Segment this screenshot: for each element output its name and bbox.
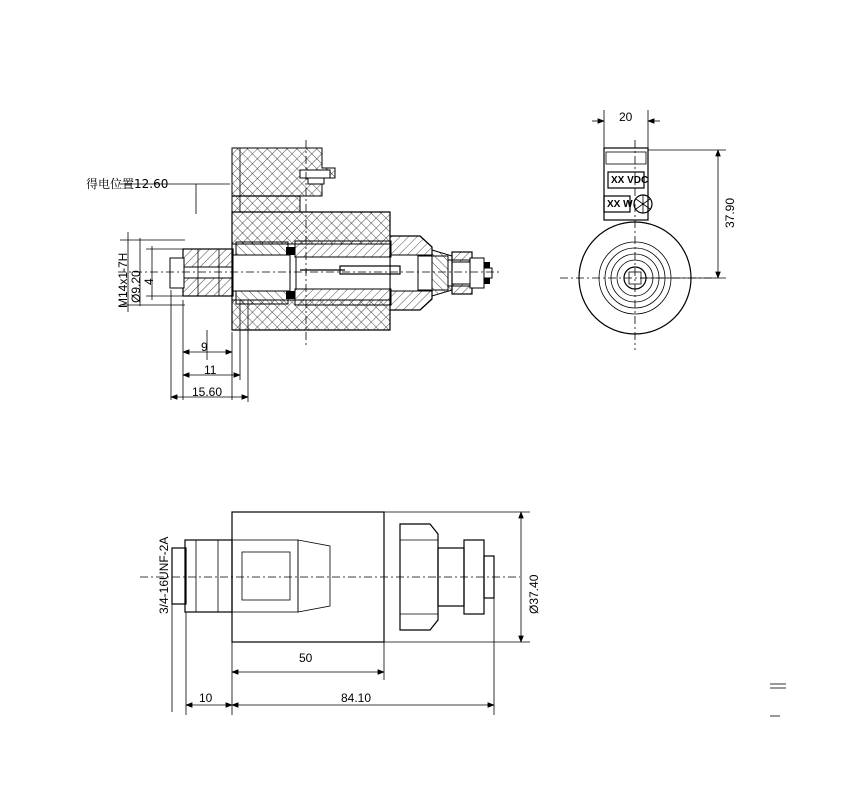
label-coil-voltage: XX VDC (611, 175, 649, 186)
corner-marks (770, 684, 786, 716)
end-view-group (560, 110, 726, 350)
label-dim-15-60: 15.60 (192, 385, 223, 399)
label-dim-84-10: 84.10 (341, 691, 372, 705)
label-dim-20: 20 (619, 110, 633, 124)
label-thread-unf: 3/4-16UNF-2A (157, 536, 171, 614)
section-view-group (118, 140, 500, 402)
label-dia-9-20: Ø9.20 (129, 270, 143, 303)
label-coil-power: XX W (607, 199, 633, 210)
label-dim-37-90: 37.90 (723, 197, 737, 228)
outline-view-group (140, 512, 530, 715)
label-dim-4: 4 (142, 278, 156, 285)
label-energized-position: 得电位置12.60 (86, 177, 169, 191)
label-dim-9: 9 (201, 340, 208, 354)
label-thread-m14: M14x1-7H (116, 252, 130, 308)
label-dim-10: 10 (199, 691, 213, 705)
label-dim-11: 11 (204, 363, 217, 377)
label-dim-50: 50 (299, 651, 313, 665)
label-dia-37-40: Ø37.40 (527, 574, 541, 614)
